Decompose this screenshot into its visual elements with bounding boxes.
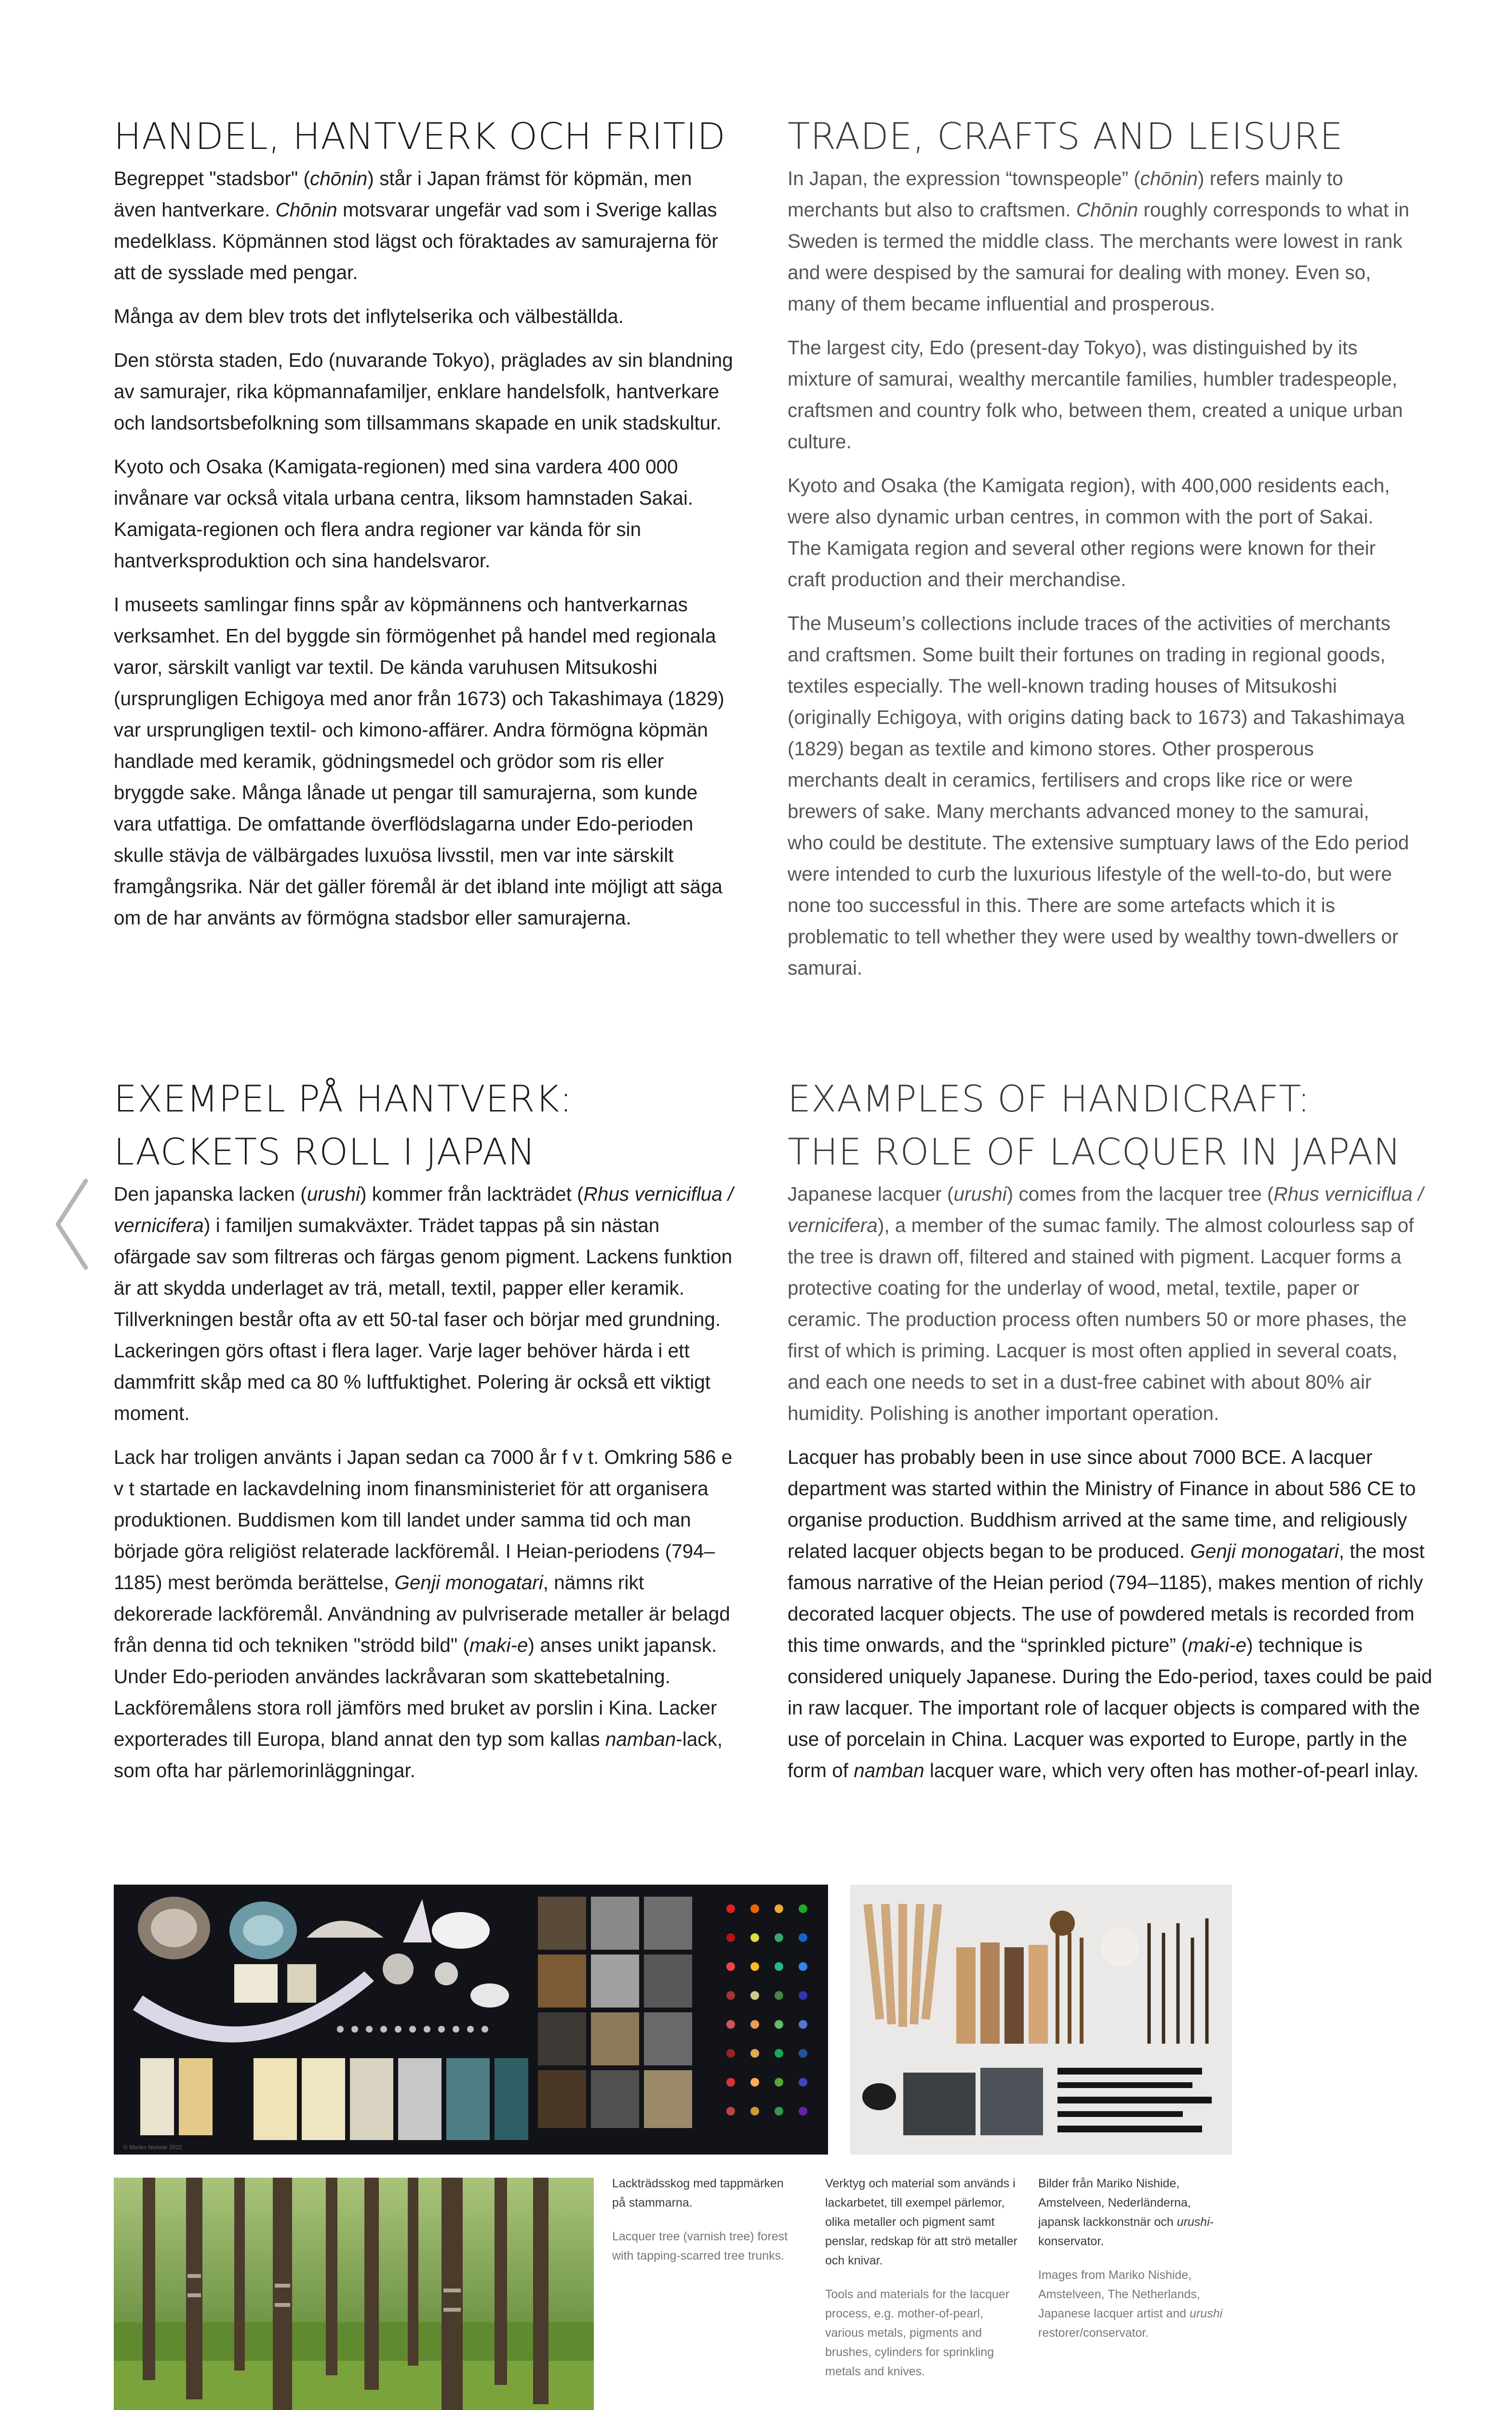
caption-tree-sv: Lackträdsskog med tappmärken på stammarna. bbox=[612, 2177, 784, 2209]
text-trade-en bbox=[788, 163, 1409, 984]
paragraph: Kyoto och Osaka (Kamigata-regionen) med sina vardera 400 000 invånare var också vitala urbana centra, liksom hamnstaden Sakai. Kamigata-regionen och flera andra regioner var kända för sin hantverksproduktion och sina handelsvaror. bbox=[114, 455, 694, 572]
lacquer-tools-photo bbox=[850, 1885, 1232, 2155]
caption-tree-en: Lacquer tree (varnish tree) forest with tapping-scarred tree trunks. bbox=[612, 2230, 788, 2263]
text-lacquer-en-grey bbox=[788, 1178, 1433, 1429]
heading-lacquer-sv-line2: LACKETS ROLL I JAPAN bbox=[114, 1130, 536, 1173]
section-lacquer-en bbox=[788, 1072, 1433, 1799]
paragraph: In Japan, the expression “townspeople” (chōnin) refers mainly to merchants but also to craftsmen. Chōnin roughly corresponds to what in Sweden is termed the middle class. The merchants were lowest in rank and were despised by the samurai for dealing with money. Even so, many of them became influential and prosperous. bbox=[788, 167, 1409, 315]
section-lacquer-sv bbox=[114, 1072, 736, 1799]
paragraph: Lacquer has probably been in use since about 7000 BCE. A lacquer department was started within the Ministry of Finance in about 586 CE to organise production. Buddhism arrived at the same time, and religiously related lacquer objects began to be produced. Genji monogatari, the most famous narrative of the Heian period (794–1185), makes mention of richly decorated lacquer objects. The use of powdered metals is recorded from this time onwards, and the “sprinkled picture” (maki-e) technique is considered uniquely Japanese. During the Edo-period, taxes could be paid in raw lacquer. The important role of lacquer objects is compared with the use of porcelain in China. Lacquer was exported to Europe, partly in the form of namban lacquer ware, which very often has mother-of-pearl inlay. bbox=[788, 1446, 1432, 1781]
heading-lacquer-en-line1: EXAMPLES OF HANDICRAFT: bbox=[788, 1077, 1311, 1120]
text-lacquer-en-dark bbox=[788, 1442, 1433, 1786]
heading-lacquer-sv-line1: EXEMPEL PÅ HANTVERK: bbox=[114, 1077, 573, 1120]
paragraph: Kyoto and Osaka (the Kamigata region), with 400,000 residents each, were also dynamic urban centres, in common with the port of Sakai. The Kamigata region and several other regions were known for their craft production and their merchandise. bbox=[788, 474, 1390, 590]
previous-page-button[interactable] bbox=[48, 1176, 96, 1272]
paragraph: Begreppet "stadsbor" (chōnin) står i Japan främst för köpmän, men även hantverkare. Chōnin motsvarar ungefär vad som i Sverige kallas medelklass. Köpmännen stod lägst och föraktades av samurajerna för att de sysslade med pengar. bbox=[114, 167, 718, 283]
paragraph: Många av dem blev trots det inflytelserika och välbeställda. bbox=[114, 305, 624, 327]
paragraph: Lack har troligen använts i Japan sedan ca 7000 år f v t. Omkring 586 e v t startade en lackavdelning inom finansministeriet för att organisera produktionen. Buddismen kom till landet under samma tid och man började göra religiöst relaterade lackföremål. I Heian-periodens (794–1185) mest berömda berättelse, Genji monogatari, nämns rikt dekorerade lackföremål. Användning av pulvriserade metaller är belagd från denna tid och tekniken "strödd bild" (maki-e) anses unikt japansk. Under Edo-perioden användes lackråvaran som skattebetalning. Lackföremålens stora roll jämförs med bruket av porslin i Kina. Lacker exporterades till Europa, bland annat den typ som kallas namban-lack, som ofta har pärlemorinläggningar. bbox=[114, 1446, 733, 1781]
lacquer-tree-forest-photo bbox=[114, 2178, 594, 2410]
section-trade-en bbox=[788, 110, 1409, 996]
heading-trade-en: TRADE, CRAFTS AND LEISURE bbox=[788, 115, 1343, 158]
caption-tree bbox=[612, 2174, 795, 2280]
caption-credit bbox=[1038, 2174, 1231, 2357]
caption-tools-en: Tools and materials for the lacquer process, e.g. mother-of-pearl, various metals, pigments and brushes, cylinders for sprinkling metals and knives. bbox=[825, 2288, 1010, 2378]
chevron-left-icon bbox=[48, 1176, 96, 1272]
caption-tools bbox=[825, 2174, 1018, 2396]
caption-credit-en: Images from Mariko Nishide, Amstelveen, The Netherlands, Japanese lacquer artist and urushi restorer/conservator. bbox=[1038, 2268, 1223, 2340]
section-trade-sv bbox=[114, 110, 736, 946]
caption-credit-sv: Bilder från Mariko Nishide, Amstelveen, Nederländerna, japansk lackkonstnär och urushi-konservator. bbox=[1038, 2177, 1214, 2248]
heading-lacquer-en-line2: THE ROLE OF LACQUER IN JAPAN bbox=[788, 1130, 1402, 1173]
paragraph: Japanese lacquer (urushi) comes from the lacquer tree (Rhus verniciflua / vernicifera), a member of the sumac family. The almost colourless sap of the tree is drawn off, filtered and stained with pigment. Lacquer forms a protective coating for the underlay of wood, metal, textile, paper or ceramic. The production process often numbers 50 or more phases, the first of which is priming. Lacquer is most often applied in several coats, and each one needs to set in a dust-free cabinet with about 80% air humidity. Polishing is another important operation. bbox=[788, 1183, 1424, 1424]
heading-trade-sv: HANDEL, HANTVERK OCH FRITID bbox=[114, 115, 726, 158]
text-trade-sv bbox=[114, 163, 736, 934]
lacquer-materials-photo bbox=[114, 1885, 828, 2155]
text-lacquer-sv bbox=[114, 1178, 736, 1786]
paragraph: Den japanska lacken (urushi) kommer från lackträdet (Rhus verniciflua / vernicifera) i familjen sumakväxter. Trädet tappas på sin nästan ofärgade sav som filtreras och färgas genom pigment. Lackens funktion är att skydda underlaget av trä, metall, textil, papper eller keramik. Tillverkningen består ofta av ett 50-tal faser och börjar med grundning. Lackeringen görs oftast i flera lager. Varje lager behöver härda i ett dammfritt skåp med ca 80 % luftfuktighet. Polering är också ett viktigt moment. bbox=[114, 1183, 734, 1424]
paragraph: Den största staden, Edo (nuvarande Tokyo), präglades av sin blandning av samurajer, rika köpmannafamiljer, enklare handelsfolk, hantverkare och landsortsbefolkning som tillsammans skapade en unik stadskultur. bbox=[114, 349, 733, 434]
paragraph: I museets samlingar finns spår av köpmännens och hantverkarnas verksamhet. En del byggde sin förmögenhet på handel med regionala varor, särskilt vanligt var textil. De kända varuhusen Mitsukoshi (ursprungligen Echigoya med anor från 1673) och Takashimaya (1829) var ursprungligen textil- och kimono-affärer. Andra förmögna köpmän handlade med keramik, gödningsmedel och grödor som ris eller bryggde sake. Många lånade ut pengar till samurajerna, som kunde vara utfattiga. De omfattande överflödslagarna under Edo-perioden skulle stävja de välbärgades luxuösa livsstil, men var inte särskilt framgångsrika. När det gäller föremål är det ibland inte möjligt att säga om de har använts av förmögna stadsbor eller samurajerna. bbox=[114, 593, 724, 929]
paragraph: The largest city, Edo (present-day Tokyo), was distinguished by its mixture of samurai, wealthy mercantile families, humbler tradespeople, craftsmen and country folk who, between them, created a unique urban culture. bbox=[788, 336, 1403, 453]
caption-tools-sv: Verktyg och material som används i lackarbetet, till exempel pärlemor, olika metaller och pigment samt penslar, redskap för att strö metaller och knivar. bbox=[825, 2177, 1017, 2267]
photo-credit: © Mariko Nishide 2022 bbox=[123, 2144, 182, 2151]
paragraph: The Museum’s collections include traces of the activities of merchants and craftsmen. Some built their fortunes on trading in regional goods, textiles especially. The well-known trading houses of Mitsukoshi (originally Echigoya, with origins dating back to 1673) and Takashimaya (1829) began as textile and kimono stores. Other prosperous merchants dealt in ceramics, fertilisers and crops like rice or were brewers of sake. Many merchants advanced money to the samurai, who could be destitute. The extensive sumptuary laws of the Edo period were intended to curb the luxurious lifestyle of the well-to-do, but were none too successful in this. There are some artefacts which it is problematic to tell whether they were used by wealthy town-dwellers or samurai. bbox=[788, 612, 1409, 979]
